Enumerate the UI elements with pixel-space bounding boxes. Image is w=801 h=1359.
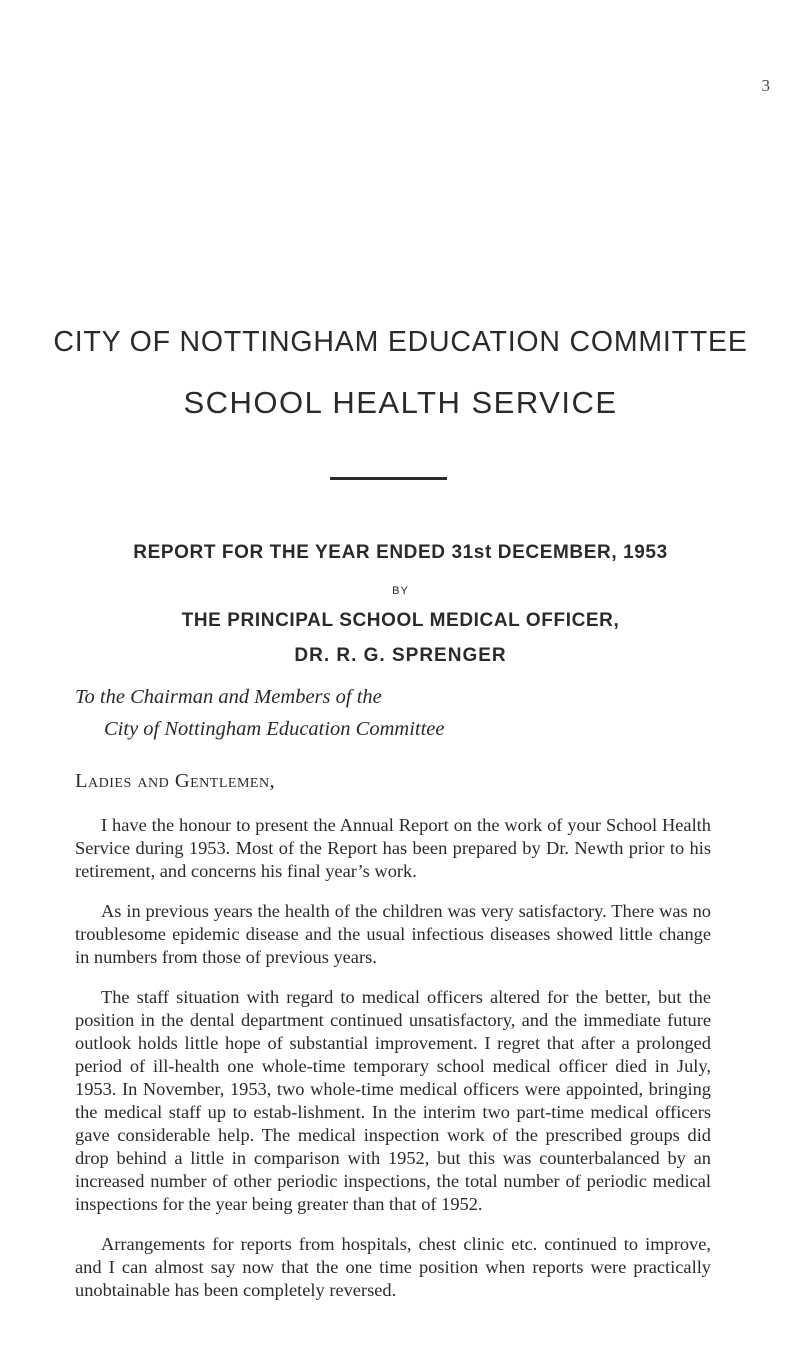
- paragraph-2: As in previous years the health of the children was very satisfactory. There was no troublesome epidemic disease and the usual infectious diseases showed little change in numbers from those of previous years.: [75, 901, 711, 967]
- report-heading: REPORT FOR THE YEAR ENDED 31st DECEMBER, 1953: [133, 542, 668, 563]
- service-title: SCHOOL HEALTH SERVICE: [183, 385, 618, 420]
- by-label: BY: [392, 585, 409, 597]
- committee-title: CITY OF NOTTINGHAM EDUCATION COMMITTEE: [53, 326, 748, 358]
- officer-name: DR. R. G. SPRENGER: [294, 645, 507, 666]
- paragraph-3: The staff situation with regard to medical officers altered for the better, but the position in the dental department continued unsatisfactory, and the immediate future outlook holds little hope of substantial improvement. I regret that after a prolonged period of ill-health one whole-time temporary school medical officer died in July, 1953. In November, 1953, two whole-time medical officers were appointed, bringing the medical staff up to estab-lishment. In the interim two part-time medical officers gave considerable help. The medical inspection work of the prescribed groups did drop behind a little in comparison with 1952, but this was counterbalanced by an increased number of other periodic inspections, the total number of periodic medical inspections for the year being greater than that of 1952.: [75, 987, 711, 1214]
- page-number: 3: [761, 76, 770, 95]
- paragraph-4: Arrangements for reports from hospitals, chest clinic etc. continued to improve, and I can almost say now that the one time position when reports were practically unobtainable has been completely reversed.: [75, 1234, 711, 1300]
- officer-title: THE PRINCIPAL SCHOOL MEDICAL OFFICER,: [181, 610, 620, 631]
- title-divider: [330, 477, 447, 480]
- address-line-2: City of Nottingham Education Committee: [104, 718, 445, 740]
- address-line-1: To the Chairman and Members of the: [75, 686, 382, 708]
- paragraph-1: I have the honour to present the Annual Report on the work of your School Health Service during 1953. Most of the Report has been prepared by Dr. Newth prior to his retirement, and concerns his final year’s work.: [75, 815, 711, 881]
- report-body: [75, 814, 711, 1319]
- salutation: Ladies and Gentlemen,: [75, 770, 276, 792]
